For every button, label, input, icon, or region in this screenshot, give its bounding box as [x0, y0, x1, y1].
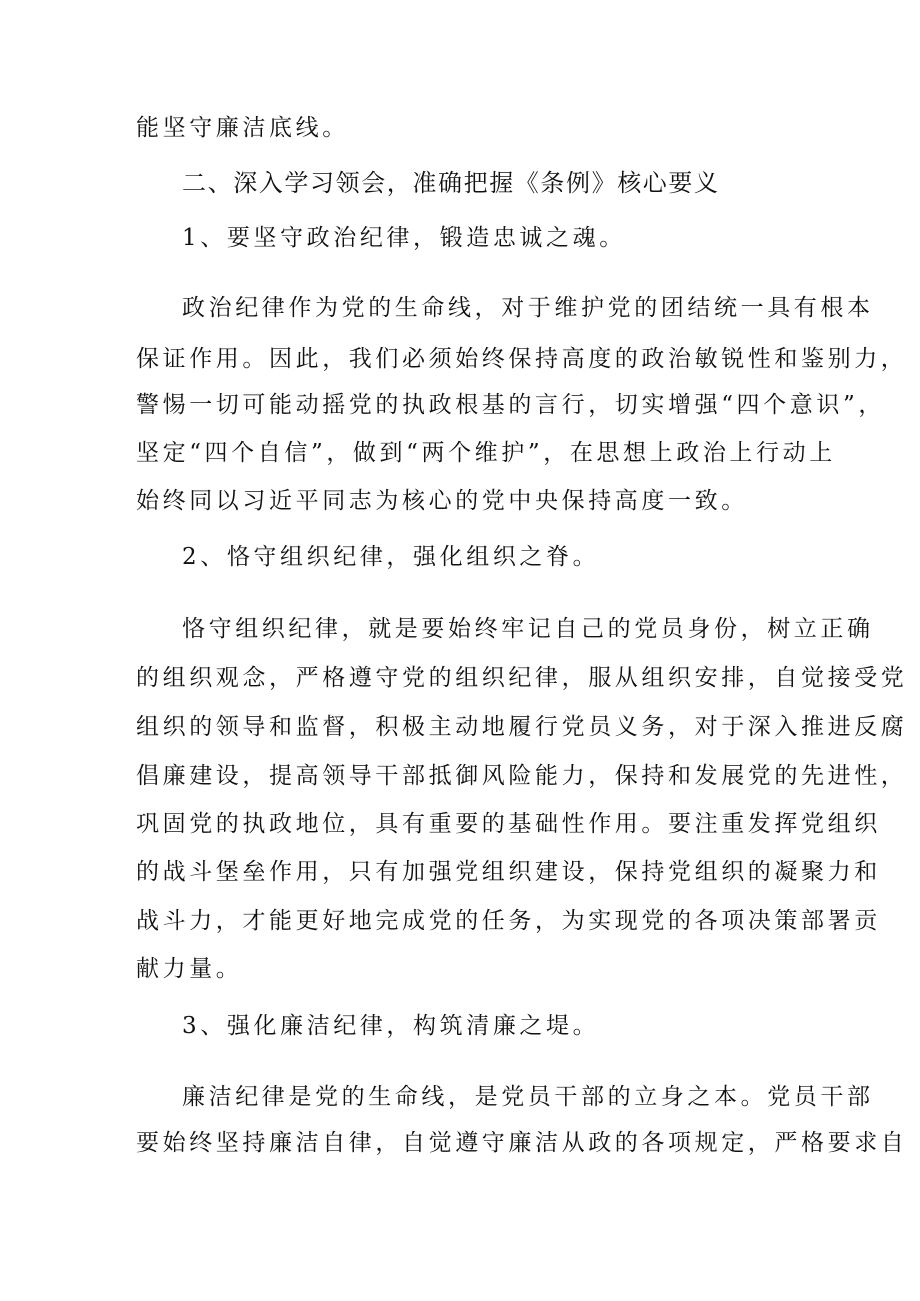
opening-line: 能坚守廉洁底线。: [136, 115, 349, 141]
paragraph-1-line: 政治纪律作为党的生命线，对于维护党的团结统一具有根本: [182, 295, 874, 321]
section-heading: 二、深入学习领会，准确把握《条例》核心要义: [182, 169, 720, 197]
paragraph-1-line: 保证作用。因此，我们必须始终保持高度的政治敏锐性和鉴别力，: [136, 346, 908, 372]
paragraph-3-line: 廉洁纪律是党的生命线，是党员干部的立身之本。党员干部: [182, 1084, 874, 1110]
paragraph-2-line: 组织的领导和监督，积极主动地履行党员义务，对于深入推进反腐: [136, 714, 908, 740]
paragraph-2-line: 恪守组织纪律，就是要始终牢记自己的党员身份，树立正确: [182, 616, 874, 642]
paragraph-3-line: 要始终坚持廉洁自律，自觉遵守廉洁从政的各项规定，严格要求自: [136, 1130, 908, 1156]
subsection-title-2: 2、恪守组织纪律，强化组织之脊。: [182, 544, 600, 570]
paragraph-2-line: 献力量。: [136, 956, 243, 982]
paragraph-2-line: 倡廉建设，提高领导干部抵御风险能力，保持和发展党的先进性，: [136, 763, 908, 789]
subsection-title-1: 1、要坚守政治纪律，锻造忠诚之魂。: [182, 225, 626, 251]
paragraph-2-line: 战斗力，才能更好地完成党的任务，为实现党的各项决策部署贡: [136, 908, 881, 934]
paragraph-1-line: 警惕一切可能动摇党的执政根基的言行，切实增强“四个意识”，: [136, 392, 885, 418]
paragraph-2-line: 的战斗堡垒作用，只有加强党组织建设，保持党组织的凝聚力和: [136, 859, 881, 885]
paragraph-1-line: 始终同以习近平同志为核心的党中央保持高度一致。: [136, 488, 748, 514]
paragraph-2-line: 的组织观念，严格遵守党的组织纪律，服从组织安排，自觉接受党: [136, 665, 908, 691]
paragraph-2-line: 巩固党的执政地位，具有重要的基础性作用。要注重发挥党组织: [136, 811, 881, 837]
subsection-title-3: 3、强化廉洁纪律，构筑清廉之堤。: [182, 1013, 600, 1039]
paragraph-1-line: 坚定“四个自信”，做到“两个维护”，在思想上政治上行动上: [136, 440, 836, 466]
